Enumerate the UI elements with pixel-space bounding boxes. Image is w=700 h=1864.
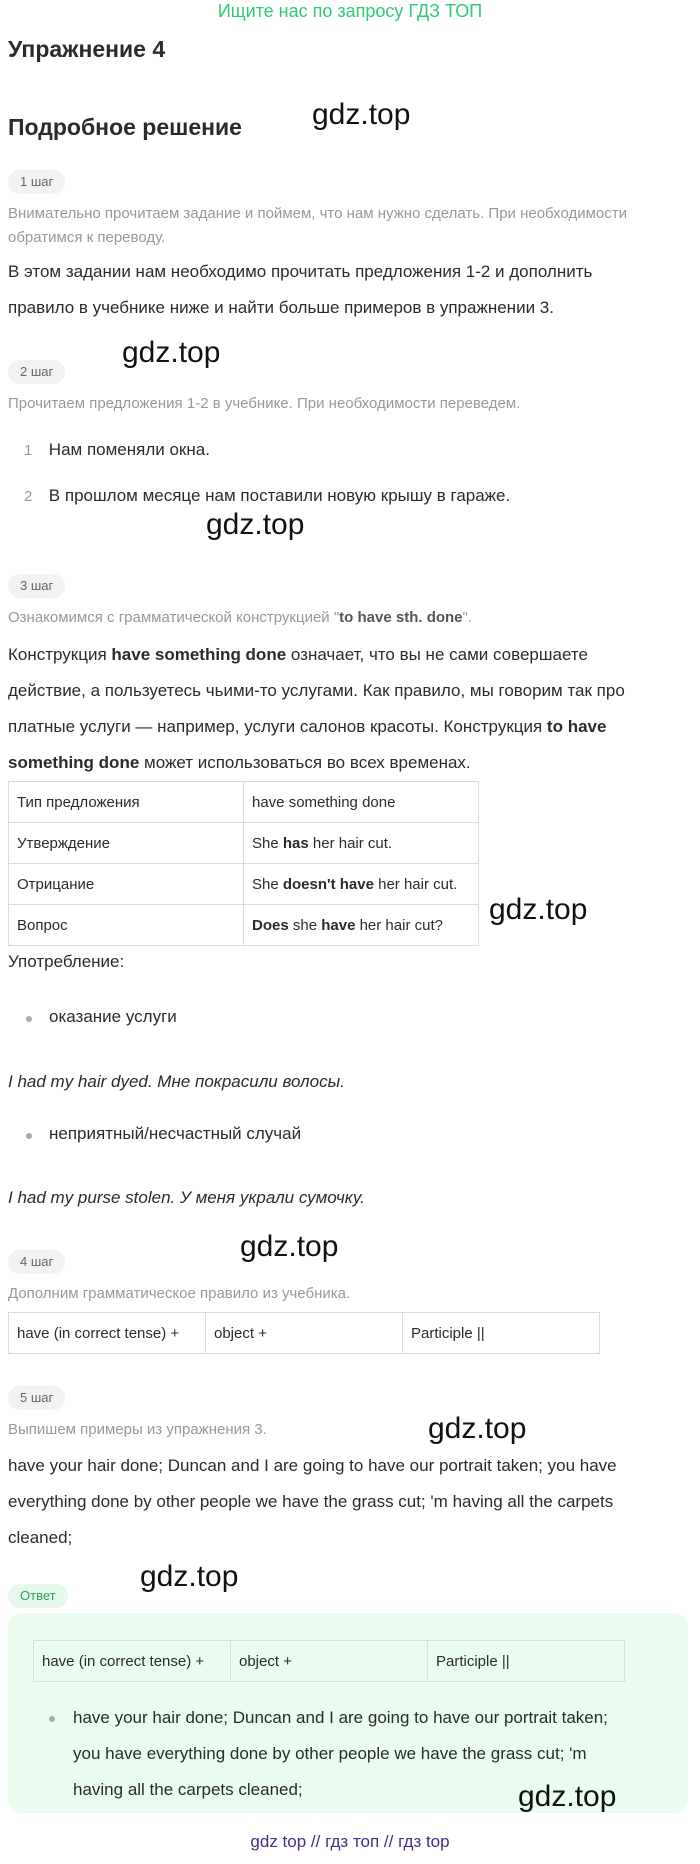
footer-links[interactable]: gdz top // гдз топ // гдз top: [250, 1832, 450, 1851]
bold-term: to have: [546, 717, 607, 736]
page-title: Упражнение 4: [8, 36, 166, 62]
bullet-dot: [26, 1016, 32, 1022]
table-cell: have something done: [244, 782, 479, 823]
text: означает, что вы не сами совершаете: [286, 645, 588, 664]
table-cell: object +: [231, 1641, 428, 1682]
step-badge-2: 2 шаг: [8, 360, 65, 384]
step5-line3: cleaned;: [8, 1528, 73, 1547]
step3-line1: [8, 637, 688, 673]
answer-badge: Ответ: [8, 1584, 68, 1608]
table-cell: have (in correct tense) +: [9, 1313, 206, 1354]
table-cell: object +: [206, 1313, 403, 1354]
table-cell: Вопрос: [9, 905, 244, 946]
table-cell: Утверждение: [9, 823, 244, 864]
step1-text-line2: правило в учебнике ниже и найти больше примеров в упражнении 3.: [8, 298, 554, 317]
step-badge-4: 4 шаг: [8, 1250, 65, 1274]
step1-text-line1: В этом задании нам необходимо прочитать предложения 1-2 и дополнить: [8, 262, 593, 281]
watermark: gdz.top: [122, 336, 221, 369]
step3-text: [8, 637, 688, 781]
step1-hint-line2: обратимся к переводу.: [8, 229, 166, 246]
usage-label: Употребление:: [8, 952, 125, 971]
list-number: 1: [24, 442, 33, 459]
table-row: [9, 905, 479, 946]
answer-line1: have your hair done; Duncan and I are going to have our portrait taken;: [73, 1708, 608, 1727]
watermark: gdz.top: [428, 1412, 527, 1445]
step-badge-1: 1 шаг: [8, 170, 65, 194]
solution-heading: Подробное решение: [8, 114, 242, 140]
step2-hint: Прочитаем предложения 1-2 в учебнике. При необходимости переведем.: [8, 395, 521, 412]
example-sentence: I had my hair dyed. Мне покрасили волосы.: [8, 1072, 345, 1091]
hint-construction: to have sth. done: [339, 609, 463, 626]
step-badge-3: 3 шаг: [8, 574, 65, 598]
table-row: [34, 1641, 625, 1682]
step3-line4: [8, 745, 688, 781]
bullet-text: неприятный/несчастный случай: [49, 1124, 302, 1143]
answer-line2: you have everything done by other people we have the grass cut; 'm: [73, 1744, 587, 1763]
text: Конструкция: [8, 645, 112, 664]
step5-hint: Выпишем примеры из упражнения 3.: [8, 1421, 267, 1438]
rule-table: [8, 1312, 600, 1354]
answer-line3: having all the carpets cleaned;: [73, 1780, 303, 1799]
list-item: [24, 486, 510, 506]
step5-line1: have your hair done; Duncan and I are going to have our portrait taken; you have: [8, 1456, 617, 1475]
step1-hint: [8, 202, 688, 250]
step1-hint-line1: Внимательно прочитаем задание и поймем, что нам нужно сделать. При необходимости: [8, 205, 628, 222]
text: платные услуги — например, услуги салонов красоты. Конструкция: [8, 717, 547, 736]
watermark: gdz.top: [312, 98, 411, 131]
grammar-table: [8, 781, 479, 946]
bullet-text: оказание услуги: [49, 1007, 177, 1026]
step-badge-5: 5 шаг: [8, 1386, 65, 1410]
bold-term: have something done: [111, 645, 287, 664]
step4-hint: Дополним грамматическое правило из учебника.: [8, 1285, 351, 1302]
hint-text: ".: [462, 609, 473, 626]
text: может использоваться во всех временах.: [139, 753, 471, 772]
step3-hint: [8, 606, 688, 630]
hint-text: Ознакомимся с грамматической конструкцией ": [8, 609, 340, 626]
step3-line3: [8, 709, 688, 745]
step5-text: [8, 1448, 688, 1556]
list-item: [24, 440, 210, 460]
watermark: gdz.top: [206, 508, 305, 541]
table-cell: Does she have her hair cut?: [244, 905, 479, 946]
table-cell: She has her hair cut.: [244, 823, 479, 864]
step3-line2: действие, а пользуетесь чьими-то услугами. Как правило, мы говорим так про: [8, 681, 625, 700]
table-row: [9, 782, 479, 823]
list-text: В прошлом месяце нам поставили новую крышу в гараже.: [48, 486, 511, 505]
watermark: gdz.top: [489, 893, 588, 926]
bullet-dot: [26, 1133, 32, 1139]
answer-table: [33, 1640, 625, 1682]
table-cell: Тип предложения: [9, 782, 244, 823]
table-row: [9, 823, 479, 864]
table-row: [9, 864, 479, 905]
search-banner: Ищите нас по запросу ГДЗ ТОП: [217, 1, 483, 21]
table-cell: have (in correct tense) +: [34, 1641, 231, 1682]
table-cell: She doesn't have her hair cut.: [244, 864, 479, 905]
step5-line2: everything done by other people we have the grass cut; 'm having all the carpets: [8, 1492, 614, 1511]
watermark: gdz.top: [240, 1230, 339, 1263]
watermark: gdz.top: [140, 1560, 239, 1593]
watermark: gdz.top: [518, 1780, 617, 1813]
table-cell: Participle ||: [428, 1641, 625, 1682]
step1-text: [8, 254, 688, 326]
table-cell: Отрицание: [9, 864, 244, 905]
bullet-dot: [49, 1716, 55, 1722]
table-cell: Participle ||: [403, 1313, 600, 1354]
list-number: 2: [24, 488, 33, 505]
list-text: Нам поменяли окна.: [48, 440, 210, 459]
example-sentence: I had my purse stolen. У меня украли сумочку.: [8, 1188, 365, 1207]
table-row: [9, 1313, 600, 1354]
bold-term: something done: [8, 753, 140, 772]
